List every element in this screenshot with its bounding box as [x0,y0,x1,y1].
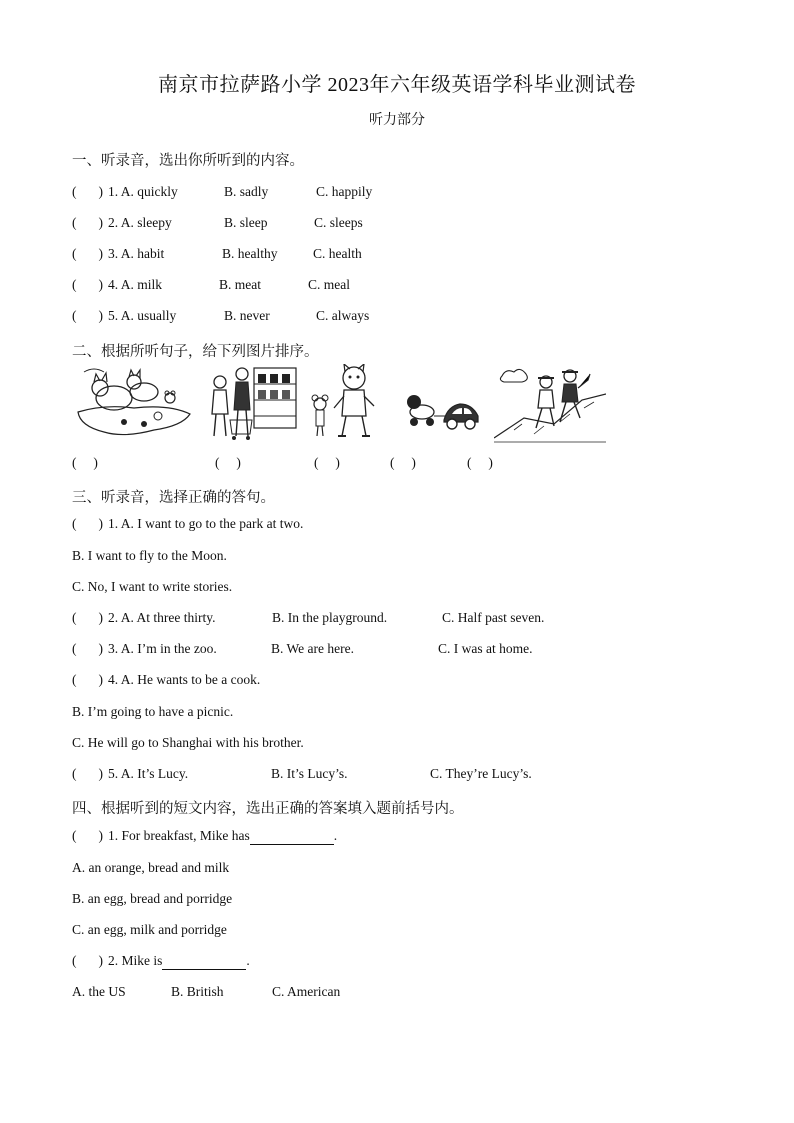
page-subtitle: 听力部分 [369,113,425,128]
picture-5-answer-paren: ( ) [467,455,493,470]
answer-paren: ( ) [72,641,103,656]
answer-paren: ( ) [72,246,103,261]
hiking-picture [494,364,606,444]
s4-question-1: ( ) 1. For breakfast, Mike has . [72,828,338,843]
section2-heading: 二、根据所听句子，给下列图片排序。 [72,344,319,360]
picture-4-answer-paren: ( ) [390,455,416,470]
fill-in-blank[interactable] [162,953,246,970]
s4-q1-option-a: A. an orange, bread and milk [72,860,230,875]
answer-paren: ( ) [72,766,103,781]
answer-paren: ( ) [72,672,103,687]
fill-in-blank[interactable] [250,828,334,845]
s3-q1-option-c: C. No, I want to write stories. [72,579,233,594]
page-title: 南京市拉萨路小学 2023年六年级英语学科毕业测试卷 [158,74,636,96]
s1-item-1: ( ) 1. A. quickly B. sadly C. happily [72,184,373,199]
picture-1-answer-paren: ( ) [72,455,98,470]
picture-row [74,364,614,444]
s3-question-4: ( ) 4. A. He wants to be a cook. [72,672,261,687]
picture-2-answer-paren: ( ) [215,455,241,470]
toy-car-picture [400,364,482,444]
s1-item-2: ( ) 2. A. sleepy B. sleep C. sleeps [72,215,363,230]
s3-question-3: ( ) 3. A. I’m in the zoo. B. We are here. C. I was at home. [72,641,533,656]
s1-item-3: ( ) 3. A. habit B. healthy C. health [72,246,362,261]
section4-heading: 四、根据听到的短文内容，选出正确的答案填入题前括号内。 [72,801,464,817]
s3-q4-option-b: B. I’m going to have a picnic. [72,704,234,719]
answer-paren: ( ) [72,953,103,968]
answer-paren: ( ) [72,610,103,625]
s1-item-4: ( ) 4. A. milk B. meat C. meal [72,277,350,292]
s3-q1-option-b: B. I want to fly to the Moon. [72,548,227,563]
answer-paren: ( ) [72,184,103,199]
s1-item-5: ( ) 5. A. usually B. never C. always [72,308,370,323]
answer-paren: ( ) [72,215,103,230]
section3-heading: 三、听录音，选择正确的答句。 [72,490,275,506]
s3-q4-option-c: C. He will go to Shanghai with his brother. [72,735,304,750]
s4-q1-option-b: B. an egg, bread and porridge [72,891,233,906]
picture-3-answer-paren: ( ) [314,455,340,470]
s3-question-2: ( ) 2. A. At three thirty. B. In the playground. C. Half past seven. [72,610,545,625]
answer-paren: ( ) [72,828,103,843]
cats-and-mice-picture [74,364,194,444]
s3-question-5: ( ) 5. A. It’s Lucy. B. It’s Lucy’s. C. They’re Lucy’s. [72,766,532,781]
cat-and-mouse-picture [308,364,384,444]
answer-paren: ( ) [72,277,103,292]
s4-question-2: ( ) 2. Mike is . [72,953,250,968]
s3-question-1: ( ) 1. A. I want to go to the park at two. [72,516,304,531]
s4-q1-option-c: C. an egg, milk and porridge [72,922,227,937]
shopping-picture [206,364,298,444]
section1-heading: 一、听录音，选出你所听到的内容。 [72,153,304,169]
answer-paren: ( ) [72,308,103,323]
s4-q2-options: A. the US B. British C. American [72,984,341,999]
answer-paren: ( ) [72,516,103,531]
